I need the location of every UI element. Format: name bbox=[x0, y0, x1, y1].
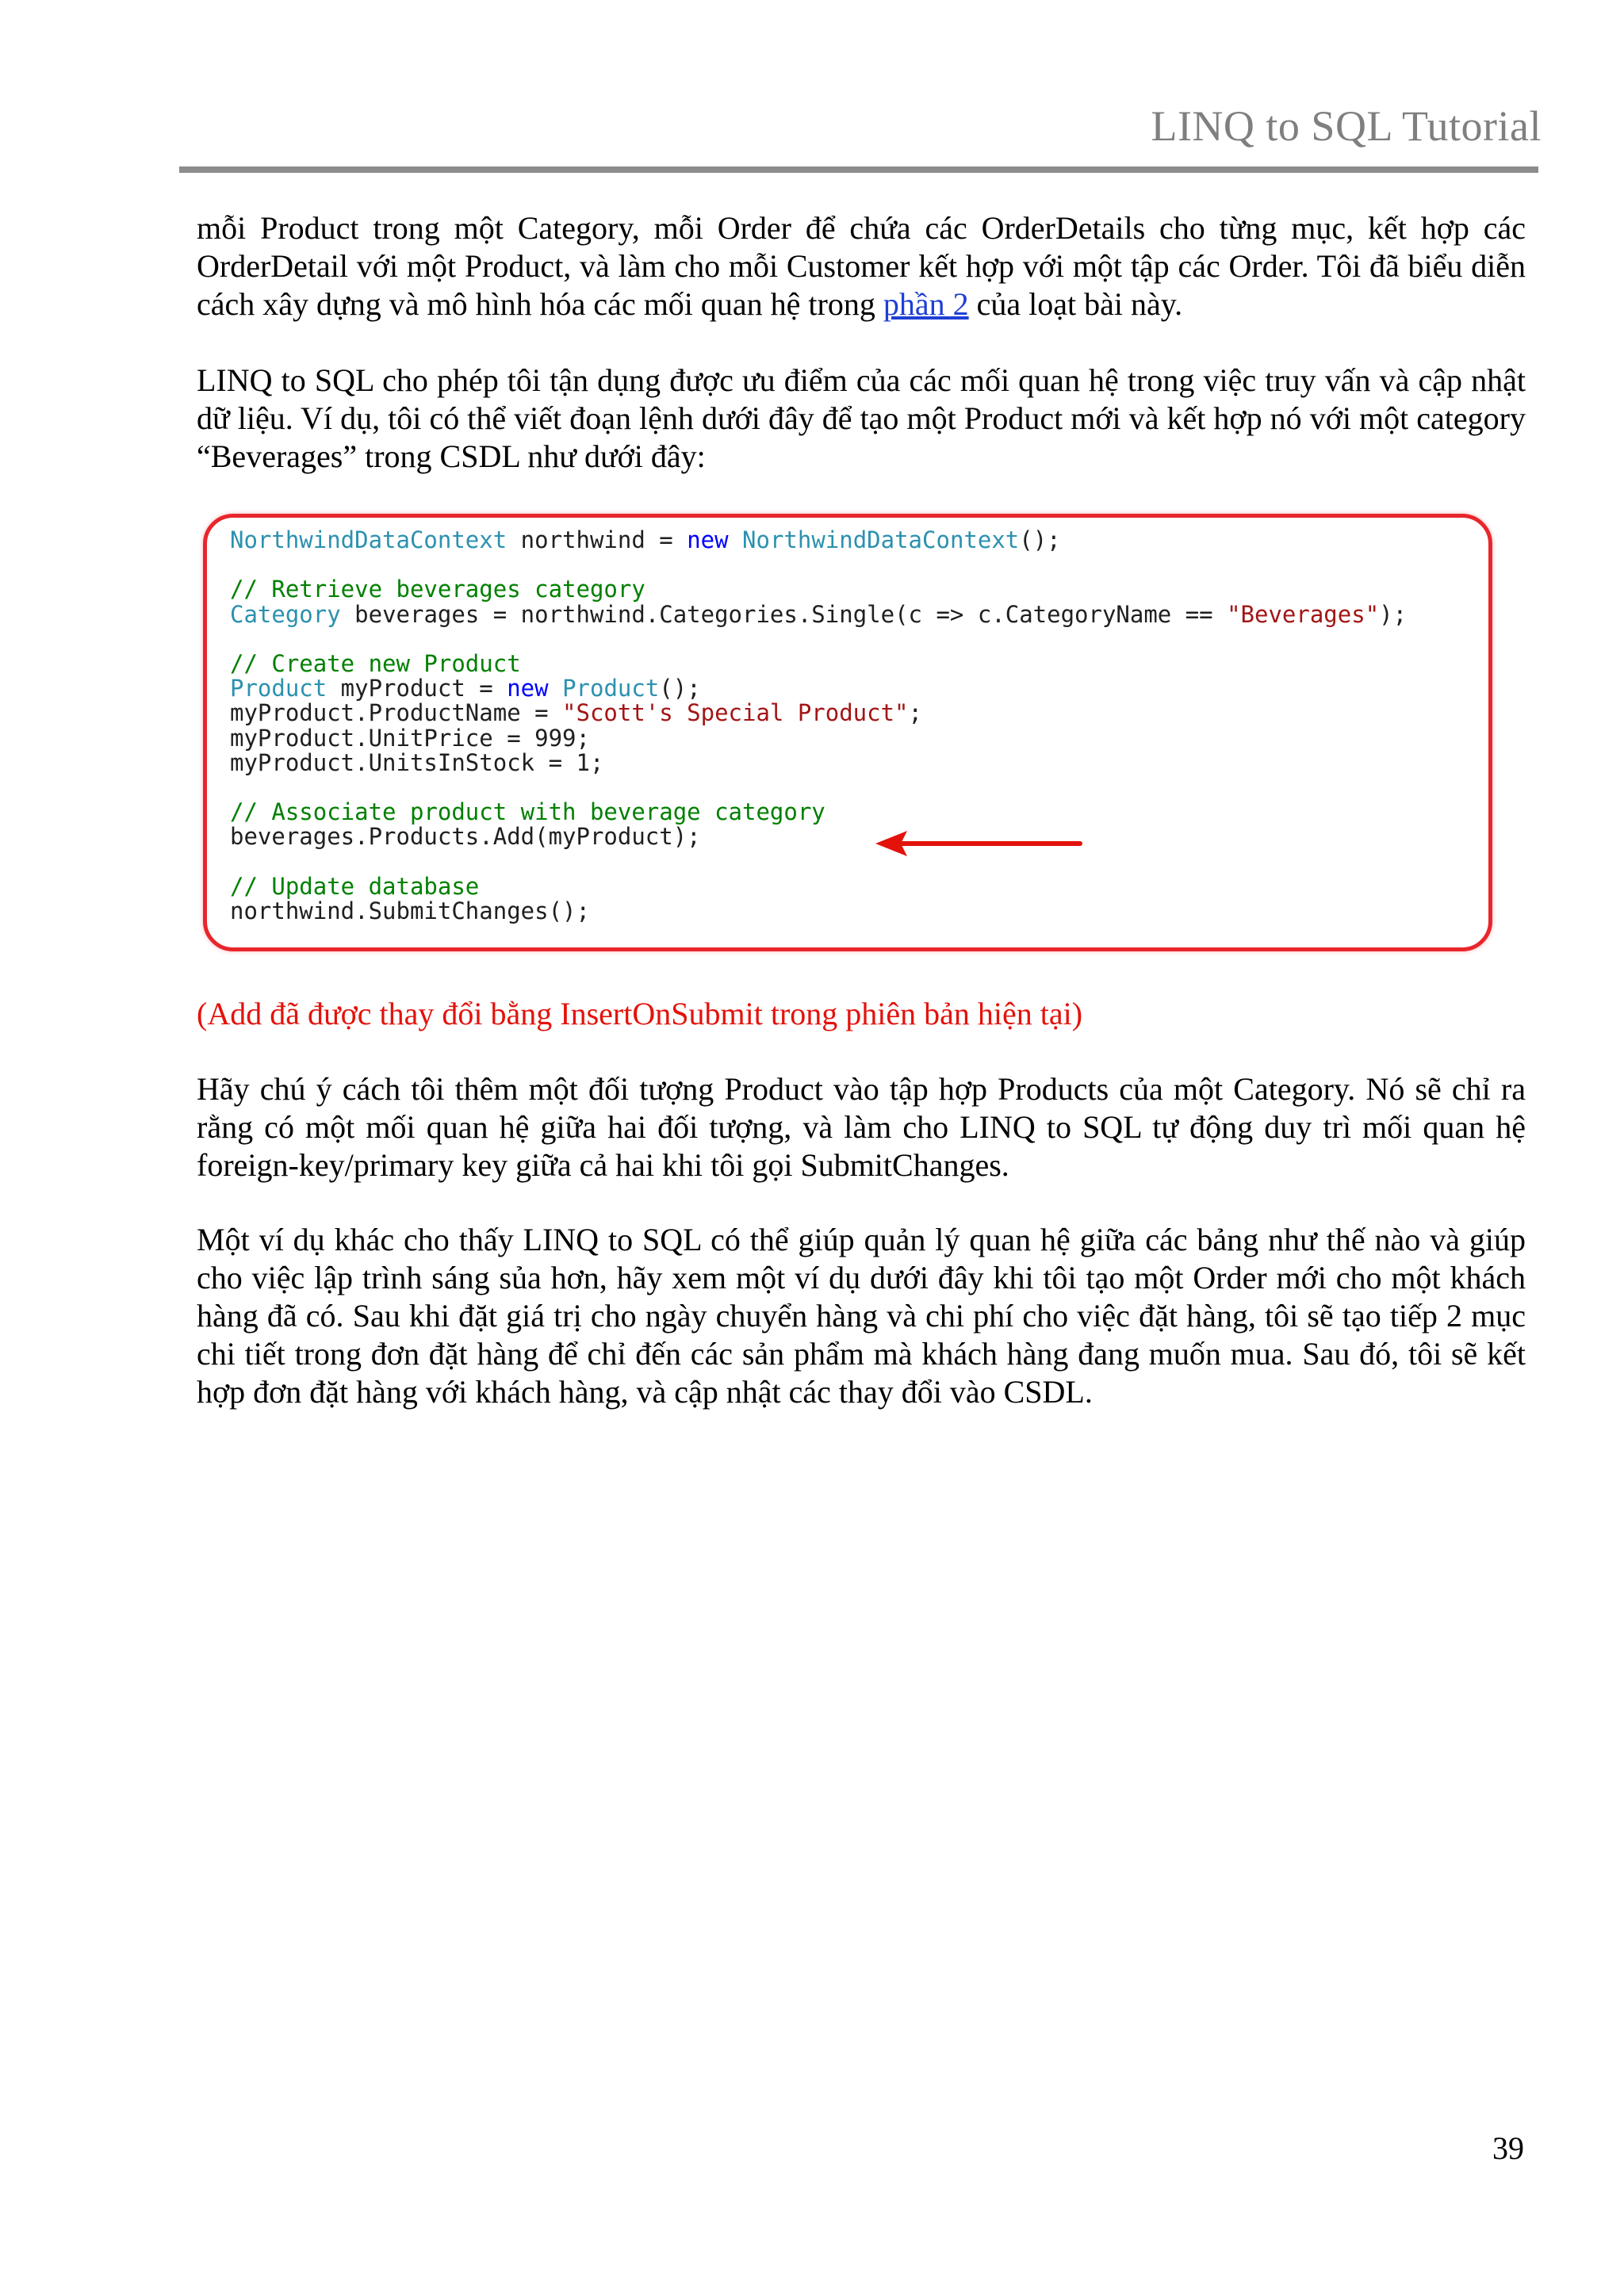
code-line-blank bbox=[230, 553, 1407, 577]
code-comment: // Update database bbox=[230, 872, 480, 900]
code-token: Category bbox=[230, 600, 341, 628]
code-snippet bbox=[230, 528, 1407, 924]
paragraph-linq-relationships: LINQ to SQL cho phép tôi tận dụng được ưu điểm của các mối quan hệ trong việc truy vấn và cập nhật dữ liệu. Ví dụ, tôi có thể viết đoạn lệnh dưới đây để tạo một Product mới và kết hợp nó với một category “Beverages” trong CSDL như dưới đây: bbox=[197, 362, 1526, 474]
code-line bbox=[230, 577, 1407, 602]
part-2-link[interactable]: phần 2 bbox=[883, 286, 969, 322]
code-comment: // Retrieve beverages category bbox=[230, 576, 645, 603]
code-line bbox=[230, 874, 1407, 899]
code-token bbox=[729, 526, 742, 553]
code-token: Product bbox=[230, 675, 327, 702]
code-line bbox=[230, 528, 1407, 553]
code-token: new bbox=[507, 675, 549, 702]
code-token: myProduct = bbox=[327, 675, 508, 702]
code-token: northwind = bbox=[507, 526, 688, 553]
code-line: myProduct.UnitPrice = 999; bbox=[230, 724, 590, 752]
code-line bbox=[230, 800, 1407, 825]
code-line: myProduct.UnitsInStock = 1; bbox=[230, 748, 604, 776]
code-comment: // Associate product with beverage category bbox=[230, 798, 825, 826]
code-token: (); bbox=[659, 675, 701, 702]
code-token: new bbox=[687, 526, 729, 553]
code-line-blank bbox=[230, 849, 1407, 874]
code-token: ); bbox=[1379, 600, 1408, 628]
update-note: (Add đã được thay đổi bằng InsertOnSubmit trong phiên bản hiện tại) bbox=[197, 996, 1083, 1031]
code-token bbox=[549, 675, 562, 702]
code-line-blank bbox=[230, 627, 1407, 652]
paragraph-relationships-intro bbox=[197, 209, 1526, 323]
code-line bbox=[230, 701, 1407, 725]
paragraph-order-example: Một ví dụ khác cho thấy LINQ to SQL có thể giúp quản lý quan hệ giữa các bảng như thế nào và giúp cho việc lập trình sáng sủa hơn, hãy xem một ví dụ dưới đây khi tôi tạo một Order mới cho một khách hàng đã có. Sau khi đặt giá trị cho ngày chuyển hàng và chi phí cho việc đặt hàng, tôi sẽ tạo tiếp 2 mục chi tiết trong đơn đặt hàng để chỉ đến các sản phẩm mà khách hàng đang muốn mua. Sau đó, tôi sẽ kết hợp đơn đặt hàng với khách hàng, và cập nhật các thay đổi vào CSDL. bbox=[197, 1222, 1526, 1410]
code-token: ; bbox=[908, 699, 922, 727]
code-line bbox=[230, 600, 1408, 628]
code-line bbox=[230, 676, 1407, 701]
paragraph-text: của loạt bài này. bbox=[968, 286, 1183, 322]
code-line-highlighted: beverages.Products.Add(myProduct); bbox=[230, 823, 701, 851]
code-line-blank bbox=[230, 775, 1407, 800]
code-line: northwind.SubmitChanges(); bbox=[230, 897, 590, 924]
code-comment: // Create new Product bbox=[230, 649, 521, 677]
document-header-title: LINQ to SQL Tutorial bbox=[1151, 102, 1542, 150]
code-token: NorthwindDataContext bbox=[230, 526, 508, 553]
code-token: (); bbox=[1019, 526, 1061, 553]
paragraph-add-explanation: Hãy chú ý cách tôi thêm một đối tượng Product vào tập hợp Products của một Category. Nó sẽ chỉ ra rằng có một mối quan hệ giữa hai đối tượng, và làm cho LINQ to SQL tự động duy trì mối quan hệ foreign-key/primary key giữa cả hai khi tôi gọi SubmitChanges. bbox=[197, 1071, 1526, 1183]
code-token: myProduct.ProductName = bbox=[230, 699, 563, 727]
code-token: NorthwindDataContext bbox=[742, 526, 1020, 553]
code-string: "Scott's Special Product" bbox=[562, 699, 909, 727]
page-number: 39 bbox=[1492, 2130, 1524, 2166]
code-line bbox=[230, 649, 1407, 677]
code-string: "Beverages" bbox=[1227, 600, 1380, 628]
code-token: beverages = northwind.Categories.Single(c => c.CategoryName == bbox=[340, 600, 1228, 628]
paragraph-text: mỗi Product trong một Category, mỗi Order để chứa các OrderDetails cho từng mục, kết hợp các OrderDetail với một Product, và làm cho mỗi Customer kết hợp với một tập các Order. Tôi đã biểu diễn cách xây dựng và mô hình hóa các mối quan hệ trong bbox=[197, 210, 1526, 322]
left-arrow-icon bbox=[872, 828, 1086, 859]
code-token: Product bbox=[562, 675, 660, 702]
header-divider bbox=[179, 166, 1538, 173]
